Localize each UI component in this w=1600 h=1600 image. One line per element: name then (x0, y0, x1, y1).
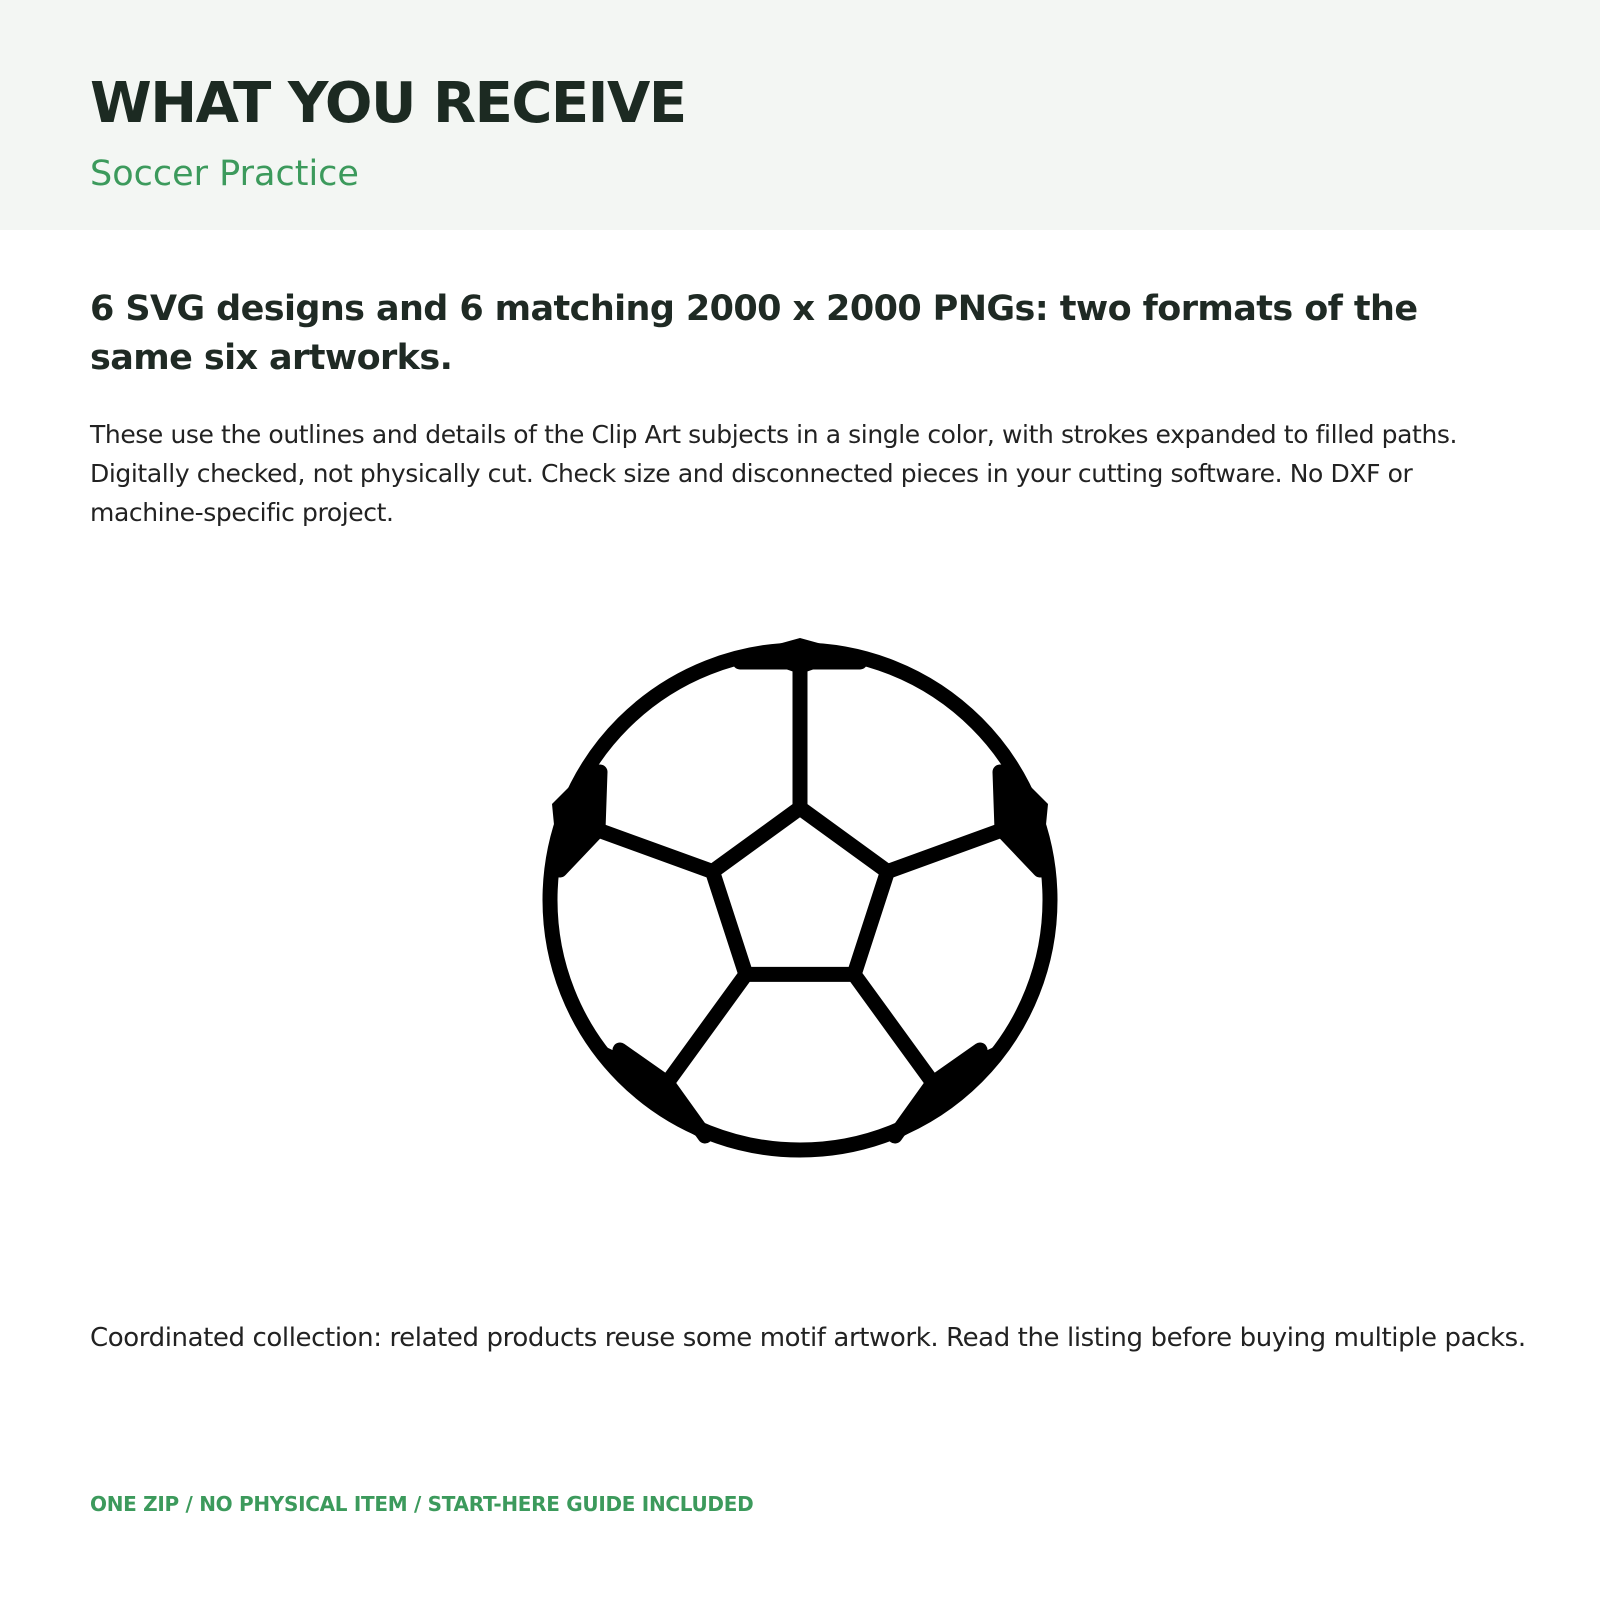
collection-note: Coordinated collection: related products reuse some motif artwork. Read the listing before buying multiple packs. (90, 1323, 1526, 1353)
content-headline: 6 SVG designs and 6 matching 2000 x 2000 PNGs: two formats of the same six artworks. (90, 289, 1418, 378)
footer-tag: ONE ZIP / NO PHYSICAL ITEM / START-HERE GUIDE INCLUDED (90, 1492, 754, 1516)
header-band (0, 0, 1600, 230)
page-subtitle: Soccer Practice (90, 154, 359, 194)
page-title: WHAT YOU RECEIVE (90, 71, 686, 136)
center-pentagon (713, 808, 888, 974)
content-description: These use the outlines and details of the Clip Art subjects in a single color, with strokes expanded to filled paths. Digitally checked, not physically cut. Check size and disconnected pieces in your cutting software. No DXF or machine-specific project. (90, 420, 1458, 527)
soccer-ball-icon (520, 620, 1080, 1180)
